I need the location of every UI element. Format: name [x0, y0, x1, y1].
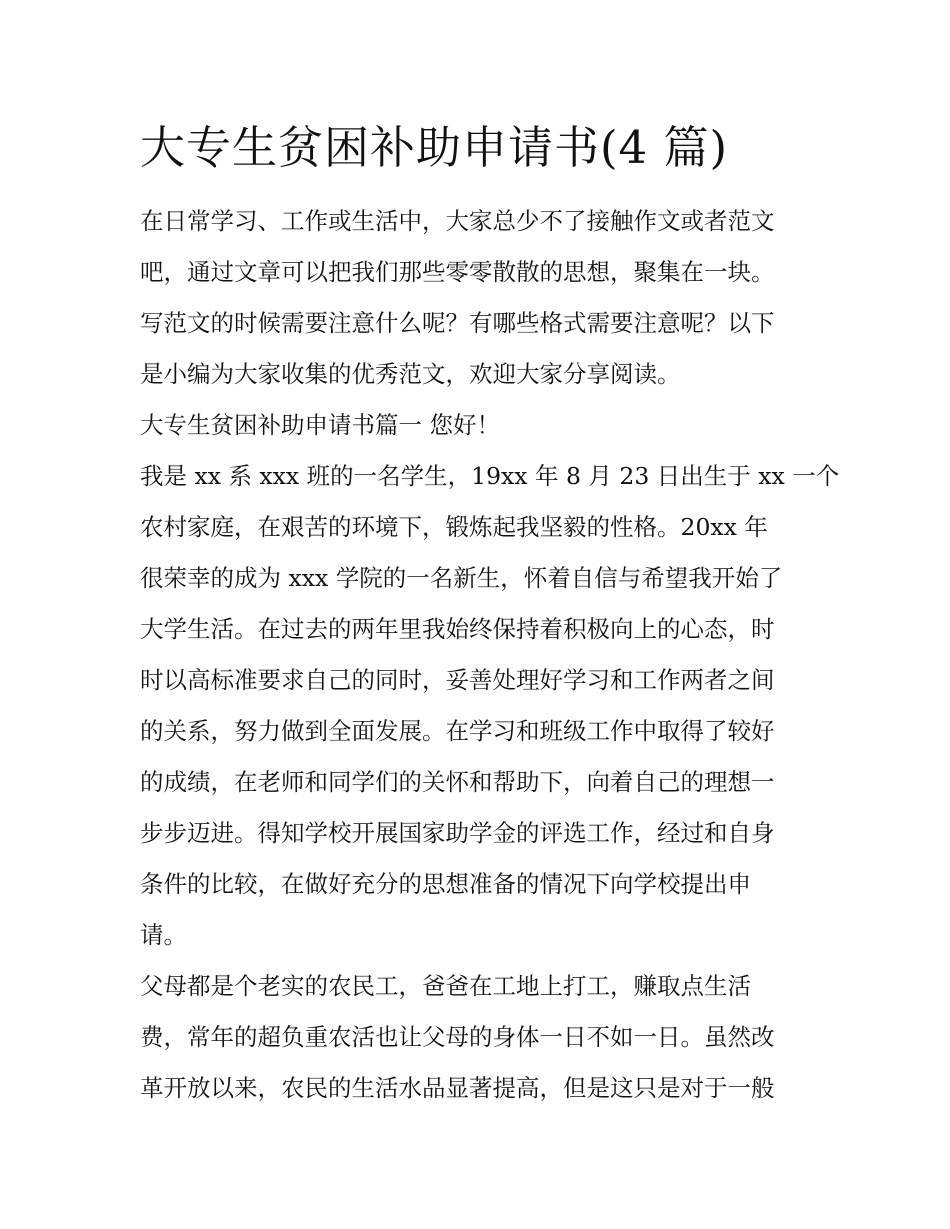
body-line: 请。	[140, 921, 187, 949]
body-line: 吧，通过文章可以把我们那些零零散散的思想，聚集在一块。	[140, 258, 775, 286]
body-line: 步步迈进。得知学校开展国家助学金的评选工作，经过和自身	[140, 819, 775, 847]
body-line: 我是 xx 系 xxx 班的一名学生，19xx 年 8 月 23 日出生于 xx 一个	[140, 462, 840, 490]
body-line: 条件的比较，在做好充分的思想准备的情况下向学校提出申	[140, 870, 751, 898]
body-line: 很荣幸的成为 xxx 学院的一名新生，怀着自信与希望我开始了	[140, 564, 783, 592]
body-line: 在日常学习、工作或生活中，大家总少不了接触作文或者范文	[140, 207, 775, 235]
body-line: 时以高标准要求自己的同时，妥善处理好学习和工作两者之间	[140, 666, 775, 694]
body-line: 的关系，努力做到全面发展。在学习和班级工作中取得了较好	[140, 717, 775, 745]
body-line: 写范文的时候需要注意什么呢？有哪些格式需要注意呢？以下	[140, 309, 775, 337]
section-heading-line: 大专生贫困补助申请书篇一 您好！	[140, 411, 500, 439]
body-line: 是小编为大家收集的优秀范文，欢迎大家分享阅读。	[140, 360, 681, 388]
body-line: 的成绩，在老师和同学们的关怀和帮助下，向着自己的理想一	[140, 768, 775, 796]
body-line: 父母都是个老实的农民工，爸爸在工地上打工，赚取点生活	[140, 972, 751, 1000]
body-line: 大学生活。在过去的两年里我始终保持着积极向上的心态，时	[140, 615, 775, 643]
body-line: 革开放以来，农民的生活水品显著提高，但是这只是对于一般	[140, 1074, 775, 1102]
body-line: 费，常年的超负重农活也让父母的身体一日不如一日。虽然改	[140, 1023, 775, 1051]
document-title: 大专生贫困补助申请书(4 篇)	[140, 121, 729, 174]
body-line: 农村家庭，在艰苦的环境下，锻炼起我坚毅的性格。20xx 年	[140, 513, 768, 541]
